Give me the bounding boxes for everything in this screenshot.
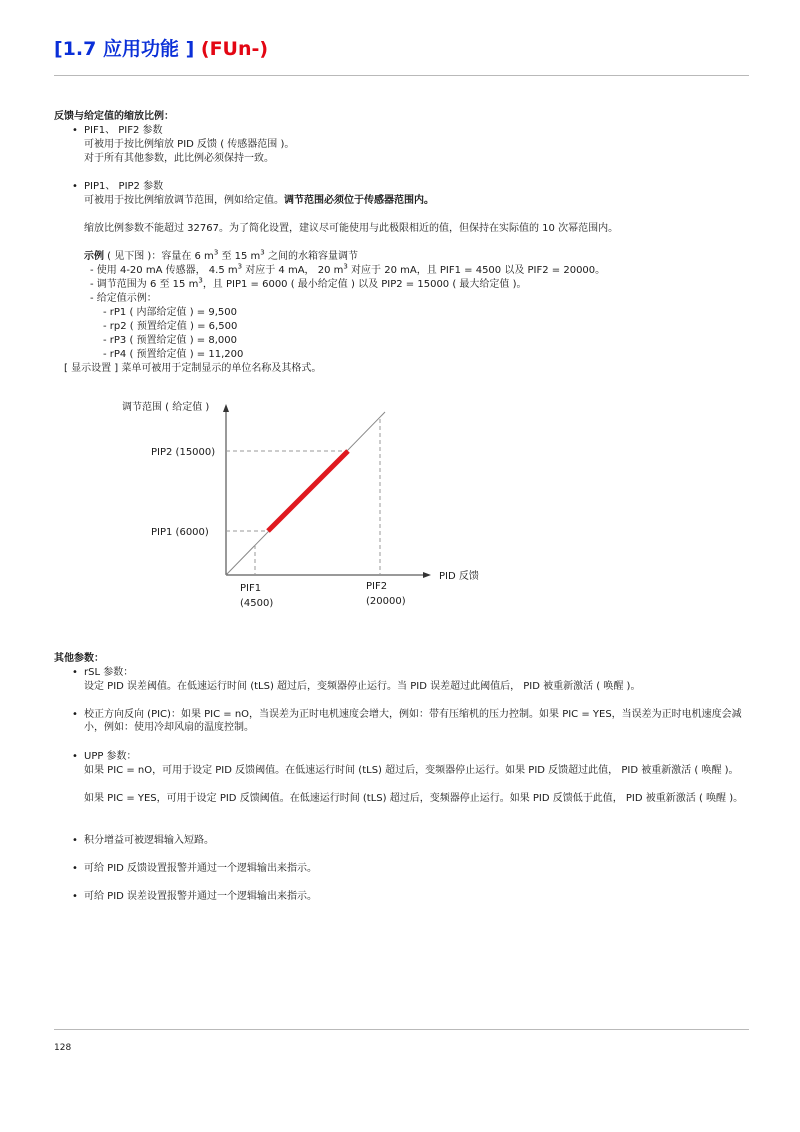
item1-c: 对应于 20 mA，且 PIF1 = 4500 以及 PIF2 = 20000。 [347, 265, 606, 276]
ref-rp2: - rp2 ( 预置给定值 ) = 6,500 [103, 321, 238, 332]
pif2-label: PIF2 [366, 581, 388, 592]
bullet-icon: • [72, 891, 78, 902]
upp-title: UPP 参数： [84, 751, 137, 762]
pif2-value: (20000) [366, 596, 406, 607]
example-intro-c: 之间的水箱容量调节 [264, 251, 358, 262]
title-menu-code: (FUn-) [200, 38, 269, 60]
page-number: 128 [54, 1043, 72, 1053]
example-item-setpoints: - 给定值示例： [90, 293, 157, 304]
superscript: 3 [260, 248, 265, 257]
rsl-title: rSL 参数： [84, 667, 134, 678]
scaling-heading: 反馈与给定值的缩放比例： [54, 111, 174, 122]
other-params-heading: 其他参数： [54, 653, 104, 664]
pip-line2: 缩放比例参数不能超过 32767。为了简化设置，建议尽可能使用与此极限相近的值，但保持在实际值的 10 次幂范围内。 [84, 223, 619, 234]
error-alarm-text: 可给 PID 误差设置报警并通过一个逻辑输出来指示。 [84, 891, 318, 902]
ref-rp1: - rP1 ( 内部给定值 ) = 9,500 [103, 307, 237, 318]
y-axis-arrow-icon [223, 404, 229, 412]
bullet-icon: • [72, 181, 78, 192]
pip1-label: PIP1 (6000) [151, 527, 209, 538]
pip-line1-bold: 调节范围必须位于传感器范围内。 [284, 195, 434, 206]
y-axis-title: 调节范围 ( 给定值 ) [122, 402, 210, 413]
upp-text-yes: 如果 PIC = YES，可用于设定 PID 反馈阈值。在低速运行时间 (tLS) 超过后，变频器停止运行。如果 PID 反馈低于此值， PID 被重新激活 ( 唤醒 )。 [84, 793, 744, 804]
title-section: [1.7 应用功能 ] [54, 38, 195, 60]
superscript: 3 [343, 262, 348, 271]
pif1-value: (4500) [240, 598, 274, 609]
bullet-icon: • [72, 125, 78, 136]
pif-line2: 对于所有其他参数，此比例必须保持一致。 [84, 153, 274, 164]
example-label: 示例 [84, 251, 104, 262]
feedback-alarm-text: 可给 PID 反馈设置报警并通过一个逻辑输出来指示。 [84, 863, 318, 874]
pif-line1: 可被用于按比例缩放 PID 反馈 ( 传感器范围 )。 [84, 139, 295, 150]
pip2-label: PIP2 (15000) [151, 447, 216, 458]
upp-text-nO: 如果 PIC = nO，可用于设定 PID 反馈阈值。在低速运行时间 (tLS) 超过后，变频器停止运行。如果 PID 反馈超过此值， PID 被重新激活 ( 唤醒 )。 [84, 765, 739, 776]
regulation-range-line [268, 451, 348, 531]
pif-title: PIF1、 PIF2 参数 [84, 125, 163, 136]
item2-b: ，且 PIP1 = 6000 ( 最小给定值 ) 以及 PIP2 = 15000 ( 最大给定值 )。 [202, 279, 527, 290]
bullet-icon: • [72, 709, 78, 720]
display-note: [ 显示设置 ] 菜单可被用于定制显示的单位名称及其格式。 [64, 363, 322, 374]
item2-a: - 调节范围为 6 至 15 m [90, 279, 199, 290]
bullet-icon: • [72, 751, 78, 762]
bullet-icon: • [72, 667, 78, 678]
integral-text: 积分增益可被逻辑输入短路。 [84, 835, 214, 846]
pic-text: 校正方向反向 (PIC)：如果 PIC = nO，当误差为正时电机速度会增大，例如：带有压缩机的压力控制。如果 PIC = YES，当误差为正时电机速度会减小，例如：使用冷却风扇的温度控制。 [84, 709, 742, 733]
superscript: 3 [213, 248, 219, 257]
example-intro-b: 至 15 m [218, 251, 261, 262]
pip-line1-normal: 可被用于按比例缩放调节范围，例如给定值。 [84, 195, 284, 206]
bullet-icon: • [72, 835, 78, 846]
superscript: 3 [237, 262, 243, 271]
x-axis-arrow-icon [423, 572, 431, 578]
pif1-label: PIF1 [240, 583, 262, 594]
item1-b: 对应于 4 mA， 20 m [242, 265, 344, 276]
example-intro-a: ( 见下图 )：容量在 6 m [104, 251, 214, 262]
ref-rp3: - rP3 ( 预置给定值 ) = 8,000 [103, 335, 237, 346]
rsl-text: 设定 PID 误差阈值。在低速运行时间 (tLS) 超过后，变频器停止运行。当 PID 误差超过此阈值后， PID 被重新激活 ( 唤醒 )。 [84, 681, 641, 692]
ref-rp4: - rP4 ( 预置给定值 ) = 11,200 [103, 349, 244, 360]
superscript: 3 [198, 276, 203, 285]
pip-title: PIP1、 PIP2 参数 [84, 181, 164, 192]
item1-a: - 使用 4-20 mA 传感器， 4.5 m [90, 265, 238, 276]
footer-divider [54, 1029, 749, 1030]
bullet-icon: • [72, 863, 78, 874]
x-axis-title: PID 反馈 [439, 571, 479, 582]
